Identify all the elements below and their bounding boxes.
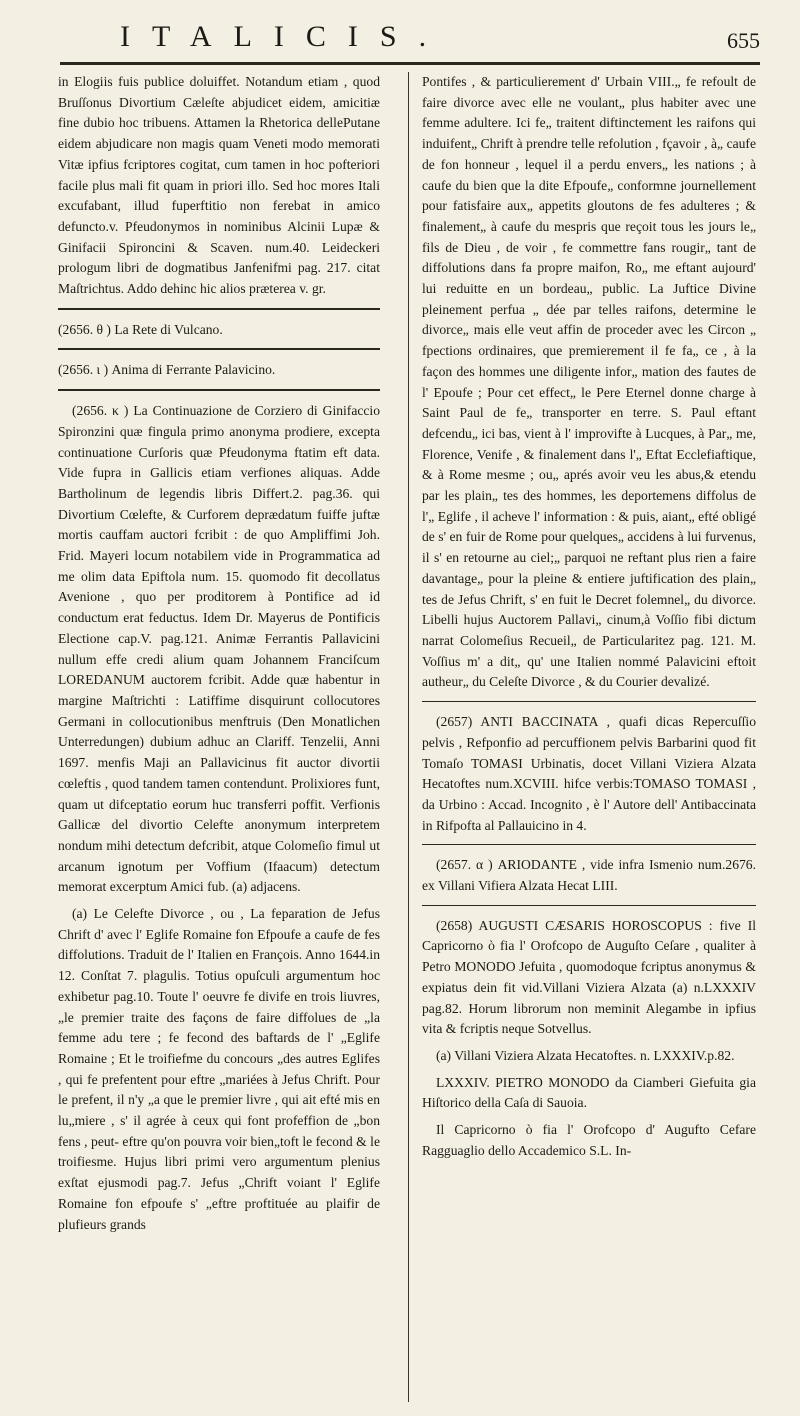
separator-rule [58,348,380,350]
entry-2657-alpha: (2657. α ) ARIODANTE , vide infra Ismenio num.2676. ex Villani Vifiera Alzata Hecat LIII. [422,857,756,894]
entry-2658: (2658) AUGUSTI CÆSARIS HOROSCOPUS : five Il Capricorno ò fia l' Orofcopo de Auguſto Ceſare , qualiter à Petro MONODO Jefuita , quomodoque fcriptus anonymus & expiatus dein fit vid.Villani Viziera Alzata (a) n.LXXXIV pag.82. Horum librorum non meminit Alegambe in ipfius vita & fcriptis neque Sotvellus. [422,917,756,1037]
running-head: ITALICIS. [120,20,449,53]
footnote-a-right: (a) Villani Viziera Alzata Hecatoftes. n. LXXXIV.p.82. [436,1047,735,1063]
quoted-entry-text: Il Capricorno ò fia l' Orofcopo d' Augufto Cefare Ragguaglio dello Accademico S.L. In- [422,1122,756,1158]
entry-2657: (2657) ANTI BACCINATA , quafi dicas Repercuſſio pelvis , Refponfio ad percuffionem pelvis Barbarini quod fit Tomaſo TOMASI Urbinatis, docet Villani Viziera Alzata Hecatoftes num.XCVIII. hifce verbis:TOMASO TOMASI , da Urbino : Accad. Incognito , è l' Autore dell' Antibaccinata in Rifpofta al Pallauicino in 4. [422,714,756,833]
left-paragraph-1: in Elogiis fuis publice doluiffet. Notandum etiam , quod Bruſſonus Divortium Cæleſte abjudicet eidem, amicitiæ fine dubio hoc tribuens. Attamen la Rhetorica dellePutane eidem abjudicare non magis quam Veneti modo memorati Vitæ ipfius fcriptores cogitat, cum tamen in hoc pofteriori facile plus mali fit quam in priori illo. Sed hoc mores Itali excufabant, illud fuperftitio non ferebat in amico defuncto.v. Pfeudonymos in nominibus Alcinii Lupæ & Ginifacii Spironcini & Scaven. num.40. Leideckeri prologum libri de dogmatibus Janfenifmi pag. 217. citat Maſtrichtus. Addo dehinc hic alios præterea v. gr. [58,74,380,297]
separator-rule [422,844,756,845]
separator-rule [422,905,756,906]
quoted-entry-lxxxiv: LXXXIV. PIETRO MONODO da Ciamberi Giefuita gia Hiſtorico della Caſa di Sauoia. [422,1074,756,1111]
left-column [58,72,380,1235]
footnote-a: (a) Le Celefte Divorce , ou , La feparation de Jefus Chrift d' avec l' Eglife Romaine fon Efpoufe a caufe de fes diffolutions. Traduit de l' Italien en François. Anno 1644.in 12. Conſtat 7. plagulis. Totius opuſculi argumentum hoc exhibetur pag.10. Toute l' oeuvre fe divife en trois liuvres, „le premier traite des façons de faire diffolues de „la femme adu tere ; fe fecond des baftards de l' „Eglife Romaine ; Et le troifiefme du concours „des autres Eglifes , qui fe prefentent pour eftre „mariées à Jefus Chrift. Pour le prefent, il n'y „a que le premier livre , qui ait efté mis en lu„miere , s' il agrée à ceux qui font profeffion de „bon fens , peut- eftre qu'on pouvra voir bien„toft le fecond & le troifiesme. Hujus libri primi vero argumentum plenius exſtat ejusmodi pag.7. Jefus „Chrift voiant l' Eglife Romaine fon efpoufe s' „eftre proftituée au plaifir de plufieurs grands [58,906,380,1232]
entry-heading-iota: (2656. ι ) Anima di Ferrante Palavicino. [58,362,276,378]
page-number: 655 [727,28,760,53]
column-divider [408,72,409,1402]
right-column [422,72,756,1161]
separator-rule [422,701,756,702]
header-rule [60,62,760,65]
entry-heading-theta: (2656. θ ) La Rete di Vulcano. [58,321,223,337]
entry-kappa: (2656. κ ) La Continuazione de Corziero di Ginifaccio Spironzini quæ fingula primo anonyma prodiere, excepta continuatione Curſoris quæ Pfeudonyma ftatim eft data. Vide fupra in Gallicis etiam verfiones aliquas. Adde Bartholinum de legendis libris Differt.2. pag.36. qui Divortium Cœlefte, & Curforem deprædatum fuiffe juftæ mortis cauffam auctori fcribit : de quo Ampliffimi Joh. Frid. Mayeri locum notabilem vide in Programmatica ad me olim data Epiftola num. 15. quomodo fit decollatus Avenione , quo per proditorem à Pontifice ad id conductum erat feductus. Idem Dr. Mayerus de Pontificis Electione cap.V. pag.121. Animæ Ferrantis Pallavicini nullum effe credi alium quam Johannem Franciſcum LOREDANUM auctorem fcribit. Adde quæ habentur in margine Maſtrichti : Latiffime disquirunt collocutores Germani in collocutionibus menftruis (Den Monatlichen Unterredungen) dubium adhuc an Clariff. Tenzelii, Anni 1697. menfis Maji an Pallavicinus fit auctor divortii cœleftis , quod tandem tamen contendunt. Prolixiores funt, quam ut difceptatio eorum huc transferri poffit. Verfionis Gallicæ del divortio Celefte anonymum interpretem nondum mihi detectum defcribit, atque Colomeſio fimul ut arcanum ignotum per Voffium (Ifaacum) detectum memorat excerptum Amici fub. (a) adjacens. [58,403,380,895]
separator-rule [58,308,380,310]
right-paragraph-1: Pontifes , & particulierement d' Urbain VIII.„ fe refoult de faire divorce avec elle ne voulant„ plus habiter avec une femme adultere. Ici fe„ traitent diftinctement les raifons qui induifent„ Chrift à prendre telle refolution , fçavoir , à„ caufe de fon honneur , lequel il a perdu envers„ les nations ; à caufe du bien que la dite Efpoufe„ conformne journellement pour fatisfaire aux„ appetits gloutons de fes adulteres ; & finalement„ à caufe du mespris que reçoit tous les jours le„ fils de Dieu , de voir , fe commettre fans rougir„ tant de diffolutions dans fa propre maifon, Ro„ me eftant aujourd' lui reduitte en un bordeau„ public. La Juftice Divine pleinement perfua „ dée par telles raifons, determine le divorce„ mais elle veut affin de proceder avec les Circon „ fpections ordinaires, que premierement il fe fa„ ce , à la façon des hommes une diligente infor„ mation des fautes de l' Epoufe ; Pour cet effect„ le Pere Eternel donne charge à Saint Paul de fe„ transporter en terre. S. Paul eftant defcendu„ ici bas, vient à l' improvifte à Lucques, à Par„ me, Florence, Venife , & finalement dans l'„ Eftat Ecclefiaftique, & à Rome mesme ; ou„ aprés avoir veu les abus,& etendu par les plain„ tes des hommes, les deportemens diffolus de l'„ Eglife , il acheve l' information : & puis, aiant„ efté obligé de s' en fuir de Rome pour quelques„ accidens à lui furvenus, il s' en retourne au ciel;„ parquoi ne reftant plus rien a faire davantage„ pour la pleine & entiere juftification des plain„ tes de Jefus Chrift, s' en fuit le Decret folemnel„ du divorce. Libelli hujus Auctorem Pallavi„ cinum,à Voſſio fibi dictum narrat Colomeſius Recueil„ de Particularitez pag. 121. M. Voſſius m' a dit„ qu' une Italien nommé Palavicini eftoit autheur„ du Celeſte Divorce , & du Courier devalizé. [422,74,756,690]
separator-rule [58,389,380,391]
